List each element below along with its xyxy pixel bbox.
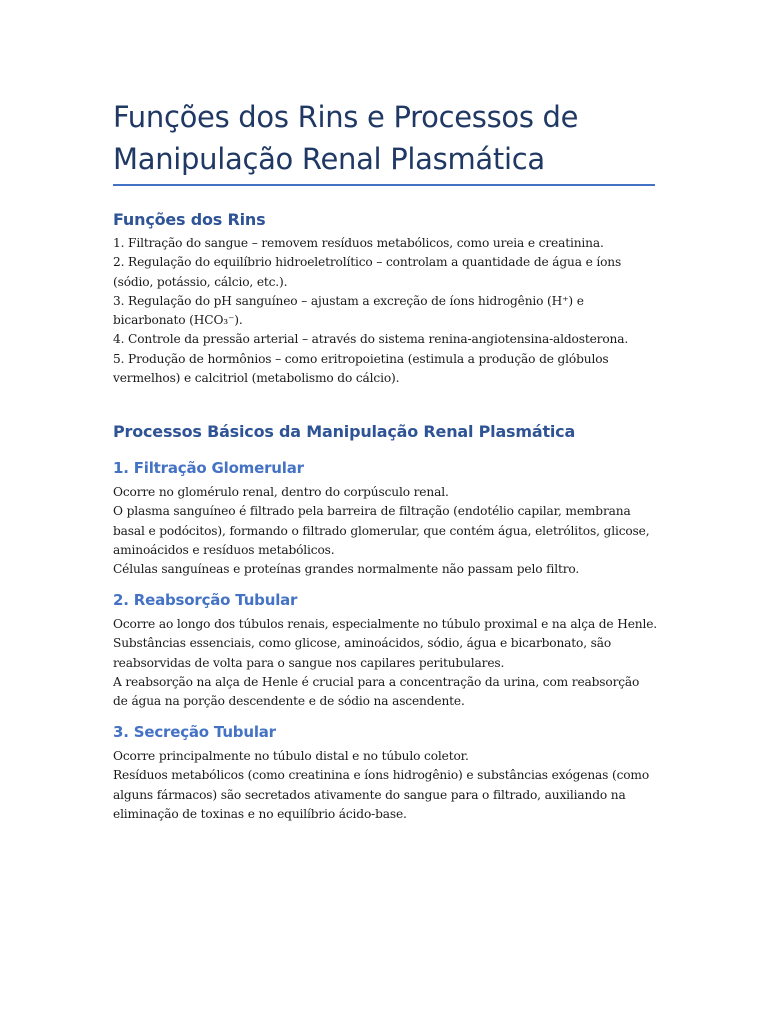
function-item: 1. Filtração do sangue – removem resíduos metabólicos, como ureia e creatinina.: [113, 236, 604, 250]
process-filtration-text: [113, 483, 657, 579]
process-paragraph: Ocorre no glomérulo renal, dentro do corpúsculo renal.: [113, 485, 449, 499]
process-heading: 3. Secreção Tubular: [113, 723, 276, 741]
function-item: 3. Regulação do pH sanguíneo – ajustam a excreção de íons hidrogênio (H⁺) e bicarbonato (HCO₃⁻).: [113, 293, 584, 328]
processes-section: [113, 422, 657, 441]
process-heading: 1. Filtração Glomerular: [113, 459, 304, 477]
process-reabsorption-text: [113, 615, 657, 711]
functions-heading: Funções dos Rins: [113, 210, 266, 229]
process-filtration: [113, 459, 657, 477]
function-item: 2. Regulação do equilíbrio hidroeletrolítico – controlam a quantidade de água e íons (sódio, potássio, cálcio, etc.).: [113, 255, 622, 289]
process-paragraph: A reabsorção na alça de Henle é crucial para a concentração da urina, com reabsorção de água na porção descendente e de sódio na ascendente.: [113, 674, 640, 709]
process-secretion-text: [113, 747, 657, 824]
process-secretion: [113, 723, 657, 741]
process-heading: 2. Reabsorção Tubular: [113, 591, 298, 609]
process-paragraph: Ocorre ao longo dos túbulos renais, especialmente no túbulo proximal e na alça de Henle.: [113, 617, 657, 631]
document-title-line-2: Manipulação Renal Plasmática: [113, 142, 545, 176]
functions-section: [113, 210, 657, 229]
function-item: 5. Produção de hormônios – como eritropoietina (estimula a produção de glóbulos vermelhos) e calcitriol (metabolismo do cálcio).: [113, 351, 609, 386]
process-paragraph: Células sanguíneas e proteínas grandes normalmente não passam pelo filtro.: [113, 562, 580, 577]
process-paragraph: Substâncias essenciais, como glicose, aminoácidos, sódio, água e bicarbonato, são reabsorvidas de volta para o sangue nos capilares peritubulares.: [113, 636, 612, 670]
process-paragraph: Ocorre principalmente no túbulo distal e no túbulo coletor.: [113, 749, 469, 763]
document-title: [113, 96, 657, 186]
process-reabsorption: [113, 591, 657, 609]
process-paragraph: O plasma sanguíneo é filtrado pela barreira de filtração (endotélio capilar, membrana basal e podócitos), formando o filtrado glomerular, que contém água, eletrólitos, glicose, aminoácidos e resíduos metabólicos.: [113, 504, 650, 557]
document-title-line-1: Funções dos Rins e Processos de: [113, 100, 579, 134]
functions-list: [113, 234, 657, 388]
title-divider: [113, 184, 655, 186]
function-item: 4. Controle da pressão arterial – através do sistema renina-angiotensina-aldosterona.: [113, 332, 629, 347]
process-paragraph: Resíduos metabólicos (como creatinina e íons hidrogênio) e substâncias exógenas (como alguns fármacos) são secretados ativamente do sangue para o filtrado, auxiliando na eliminação de toxinas e no equilíbrio ácido-base.: [113, 768, 650, 821]
processes-heading: Processos Básicos da Manipulação Renal Plasmática: [113, 422, 576, 441]
